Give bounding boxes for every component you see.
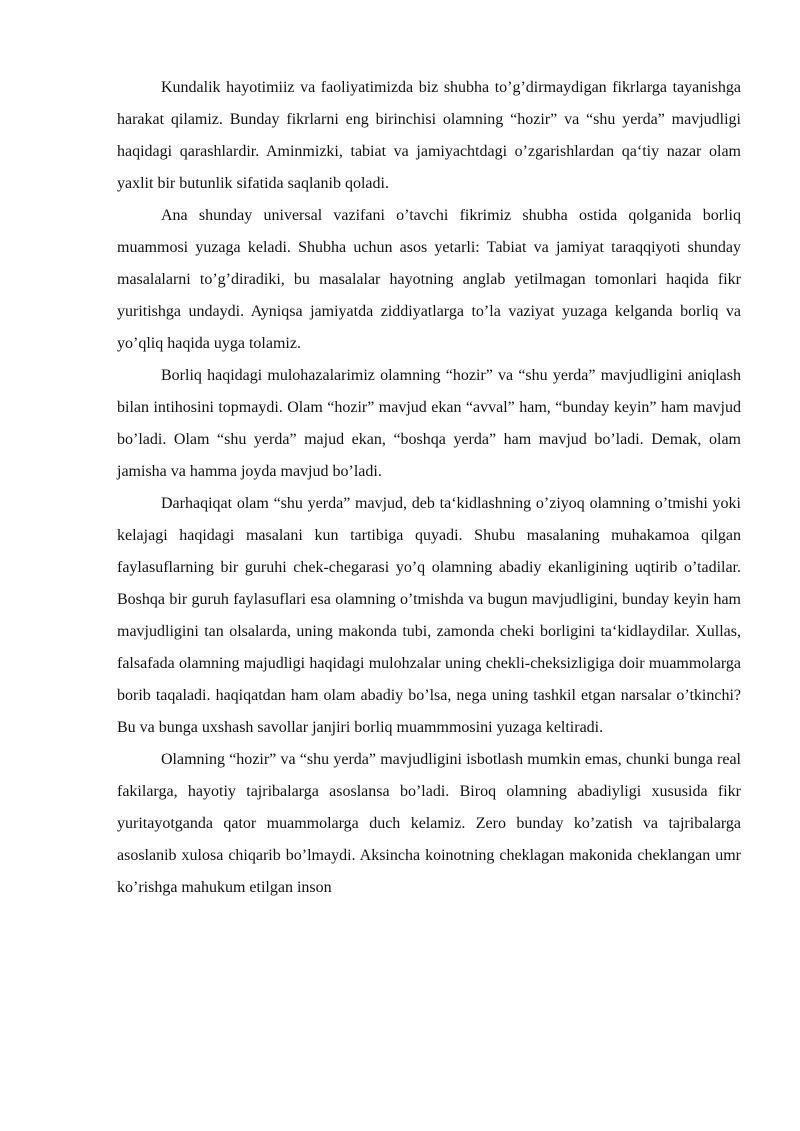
paragraph: Olamning “hozir” va “shu yerda” mavjudligini isbotlash mumkin emas, chunki bunga real fakilarga, hayotiy tajribalarga asoslansa bo’ladi. Biroq olamning abadiyligi xususida fikr yuritayotganda qator muammolarga duch kelamiz. Zero bunday ko’zatish va tajribalarga asoslanib xulosa chiqarib bo’lmaydi. Aksincha koinotning cheklagan makonida cheklangan umr ko’rishga mahukum etilgan inson	[117, 751, 741, 896]
document-page	[117, 72, 741, 904]
paragraph: Kundalik hayotimiiz va faoliyatimizda biz shubha to’g’dirmaydigan fikrlarga tayanishga harakat qilamiz. Bunday fikrlarni eng birinchisi olamning “hozir” va “shu yerda” mavjudligi haqidagi qarashlardir. Aminmizki, tabiat va jamiyachtdagi o’zgarishlardan qa‘tiy nazar olam yaxlit bir butunlik sifatida saqlanib qoladi.	[117, 79, 741, 192]
paragraph: Borliq haqidagi mulohazalarimiz olamning “hozir” va “shu yerda” mavjudligini aniqlash bilan intihosini topmaydi. Olam “hozir” mavjud ekan “avval” ham, “bunday keyin” ham mavjud bo’ladi. Olam “shu yerda” majud ekan, “boshqa yerda” ham mavjud bo’ladi. Demak, olam jamisha va hamma joyda mavjud bo’ladi.	[117, 367, 741, 480]
paragraph: Ana shunday universal vazifani o’tavchi fikrimiz shubha ostida qolganida borliq muammosi yuzaga keladi. Shubha uchun asos yetarli: Tabiat va jamiyat taraqqiyoti shunday masalalarni to’g’diradiki, bu masalalar hayotning anglab yetilmagan tomonlari haqida fikr yuritishga undaydi. Ayniqsa jamiyatda ziddiyatlarga to’la vaziyat yuzaga kelganda borliq va yo’qliq haqida uyga tolamiz.	[117, 207, 741, 352]
paragraph: Darhaqiqat olam “shu yerda” mavjud, deb ta‘kidlashning o’ziyoq olamning o’tmishi yoki kelajagi haqidagi masalani kun tartibiga quyadi. Shubu masalaning muhakamoa qilgan faylasuflarning bir guruhi chek-chegarasi yo’q olamning abadiy ekanligining uqtirib o’tadilar. Boshqa bir guruh faylasuflari esa olamning o’tmishda va bugun mavjudligini, bunday keyin ham mavjudligini tan olsalarda, uning makonda tubi, zamonda cheki borligini ta‘kidlaydilar. Xullas, falsafada olamning majudligi haqidagi mulohzalar uning chekli-cheksizligiga doir muammolarga borib taqaladi. haqiqatdan ham olam abadiy bo’lsa, nega uning tashkil etgan narsalar o’tkinchi? Bu va bunga uxshash savollar janjiri borliq muammmosini yuzaga keltiradi.	[117, 495, 741, 736]
